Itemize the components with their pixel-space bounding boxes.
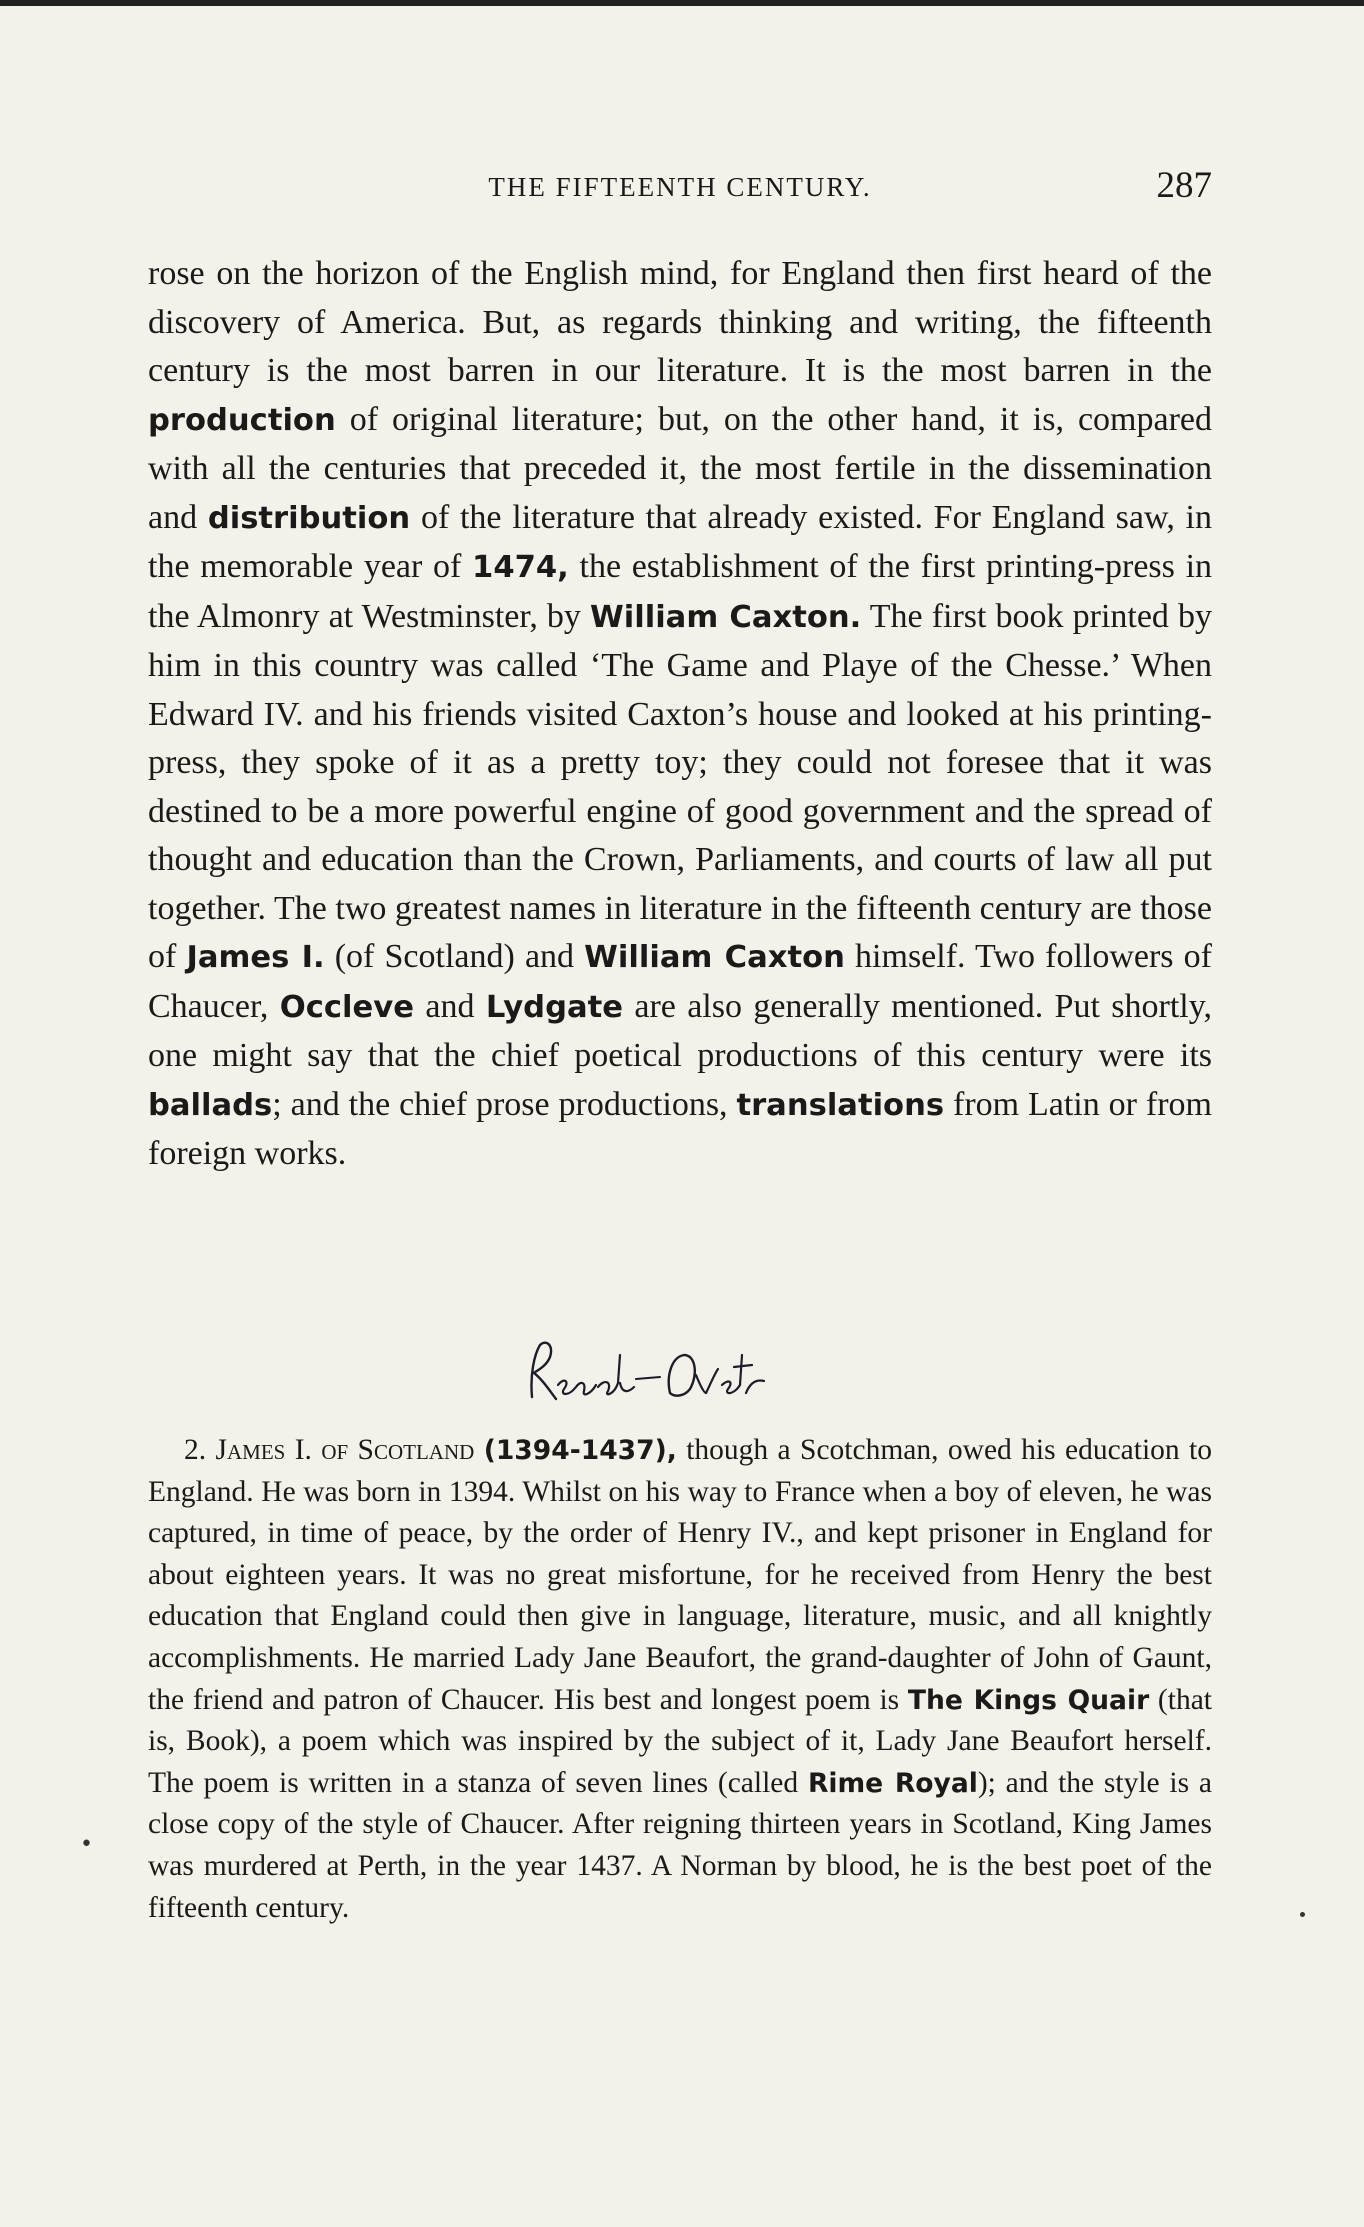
- top-rule: [0, 0, 1364, 6]
- bold-term: production: [148, 402, 336, 438]
- paragraph-james-i: [148, 1430, 1212, 1929]
- bold-term: Lydgate: [485, 989, 623, 1025]
- bold-term: ballads: [148, 1087, 273, 1123]
- text: ); and the style is a close copy of the style of Chaucer. After reigning thirteen years in Scotland, King James was murdered at Perth, in the year 1437. A Norman by blood, he is the best poet of the fifteenth century.: [148, 1766, 1213, 1924]
- text: (that is, Book), a poem which was inspired by the subject of it, Lady Jane Beaufort herself. The poem is written in a stanza of seven lines (called: [148, 1683, 1212, 1799]
- bold-term: William Caxton: [584, 940, 845, 975]
- text: ; and the chief prose productions,: [272, 1085, 737, 1123]
- text: himself. Two followers of Chaucer,: [148, 938, 1212, 1025]
- running-title: THE FIFTEENTH CENTURY.: [488, 172, 872, 202]
- handwritten-signature: [520, 1335, 780, 1415]
- text: from Latin or from foreign works.: [148, 1085, 1212, 1172]
- bold-term: distribution: [207, 500, 411, 536]
- bold-term: William Caxton.: [589, 599, 862, 635]
- text: (of Scotland) and: [324, 938, 585, 975]
- bold-term: The Kings Quair: [907, 1684, 1150, 1716]
- section-number: 2.: [184, 1434, 207, 1466]
- bold-term: 1474,: [472, 550, 569, 585]
- ink-dot: [1300, 1912, 1305, 1917]
- paragraph-fifteenth-century: [148, 250, 1212, 1179]
- text: are also generally mentioned. Put shortly, one might say that the chief poetical productions of this century were its: [148, 987, 1213, 1074]
- bold-dates: (1394-1437),: [483, 1435, 677, 1466]
- text: rose on the horizon of the English mind, for England then first heard of the discovery of America. But, as regards thinking and writing, the fifteenth century is the most barren in our literature. It is the most barren in the: [148, 255, 1212, 389]
- text: though a Scotchman, owed his education to England. He was born in 1394. Whilst on his way to France when a boy of eleven, he was captured, in time of peace, by the order of Henry IV., and kept prisoner in England for about eighteen years. It was no great misfortune, for he received from Henry the best education that England could then give in language, literature, music, and all knightly accomplishments. He married Lady Jane Beaufort, the grand-daughter of John of Gaunt, the friend and patron of Chaucer. His best and longest poem is: [148, 1434, 1212, 1716]
- bold-term: Occleve: [279, 989, 414, 1025]
- text: and: [414, 987, 486, 1025]
- text: of the literature that already existed. For England saw, in the memorable year of: [148, 498, 1213, 585]
- text: the establishment of the first printing-press in the Almonry at Westminster, by: [148, 548, 1213, 635]
- bold-term: translations: [736, 1087, 945, 1123]
- section-heading: James I. of Scotland: [215, 1434, 475, 1466]
- bold-term: Rime Royal: [807, 1767, 978, 1799]
- page-header: [148, 162, 1212, 212]
- bold-term: James I.: [186, 940, 325, 975]
- page-number: 287: [1156, 165, 1212, 206]
- text: of original literature; but, on the other hand, it is, compared with all the centuries that preceded it, the most fertile in the dissemination and: [148, 400, 1212, 536]
- margin-mark: •: [80, 1832, 93, 1857]
- text: The first book printed by him in this country was called ‘The Game and Playe of the Chesse.’ When Edward IV. and his friends visited Caxton’s house and looked at his printing-press, they spoke of it as a pretty toy; they could not foresee that it was destined to be a more powerful engine of good government and the spread of thought and education than the Crown, Parliaments, and courts of law all put together. The two greatest names in literature in the fifteenth century are those of: [148, 597, 1212, 975]
